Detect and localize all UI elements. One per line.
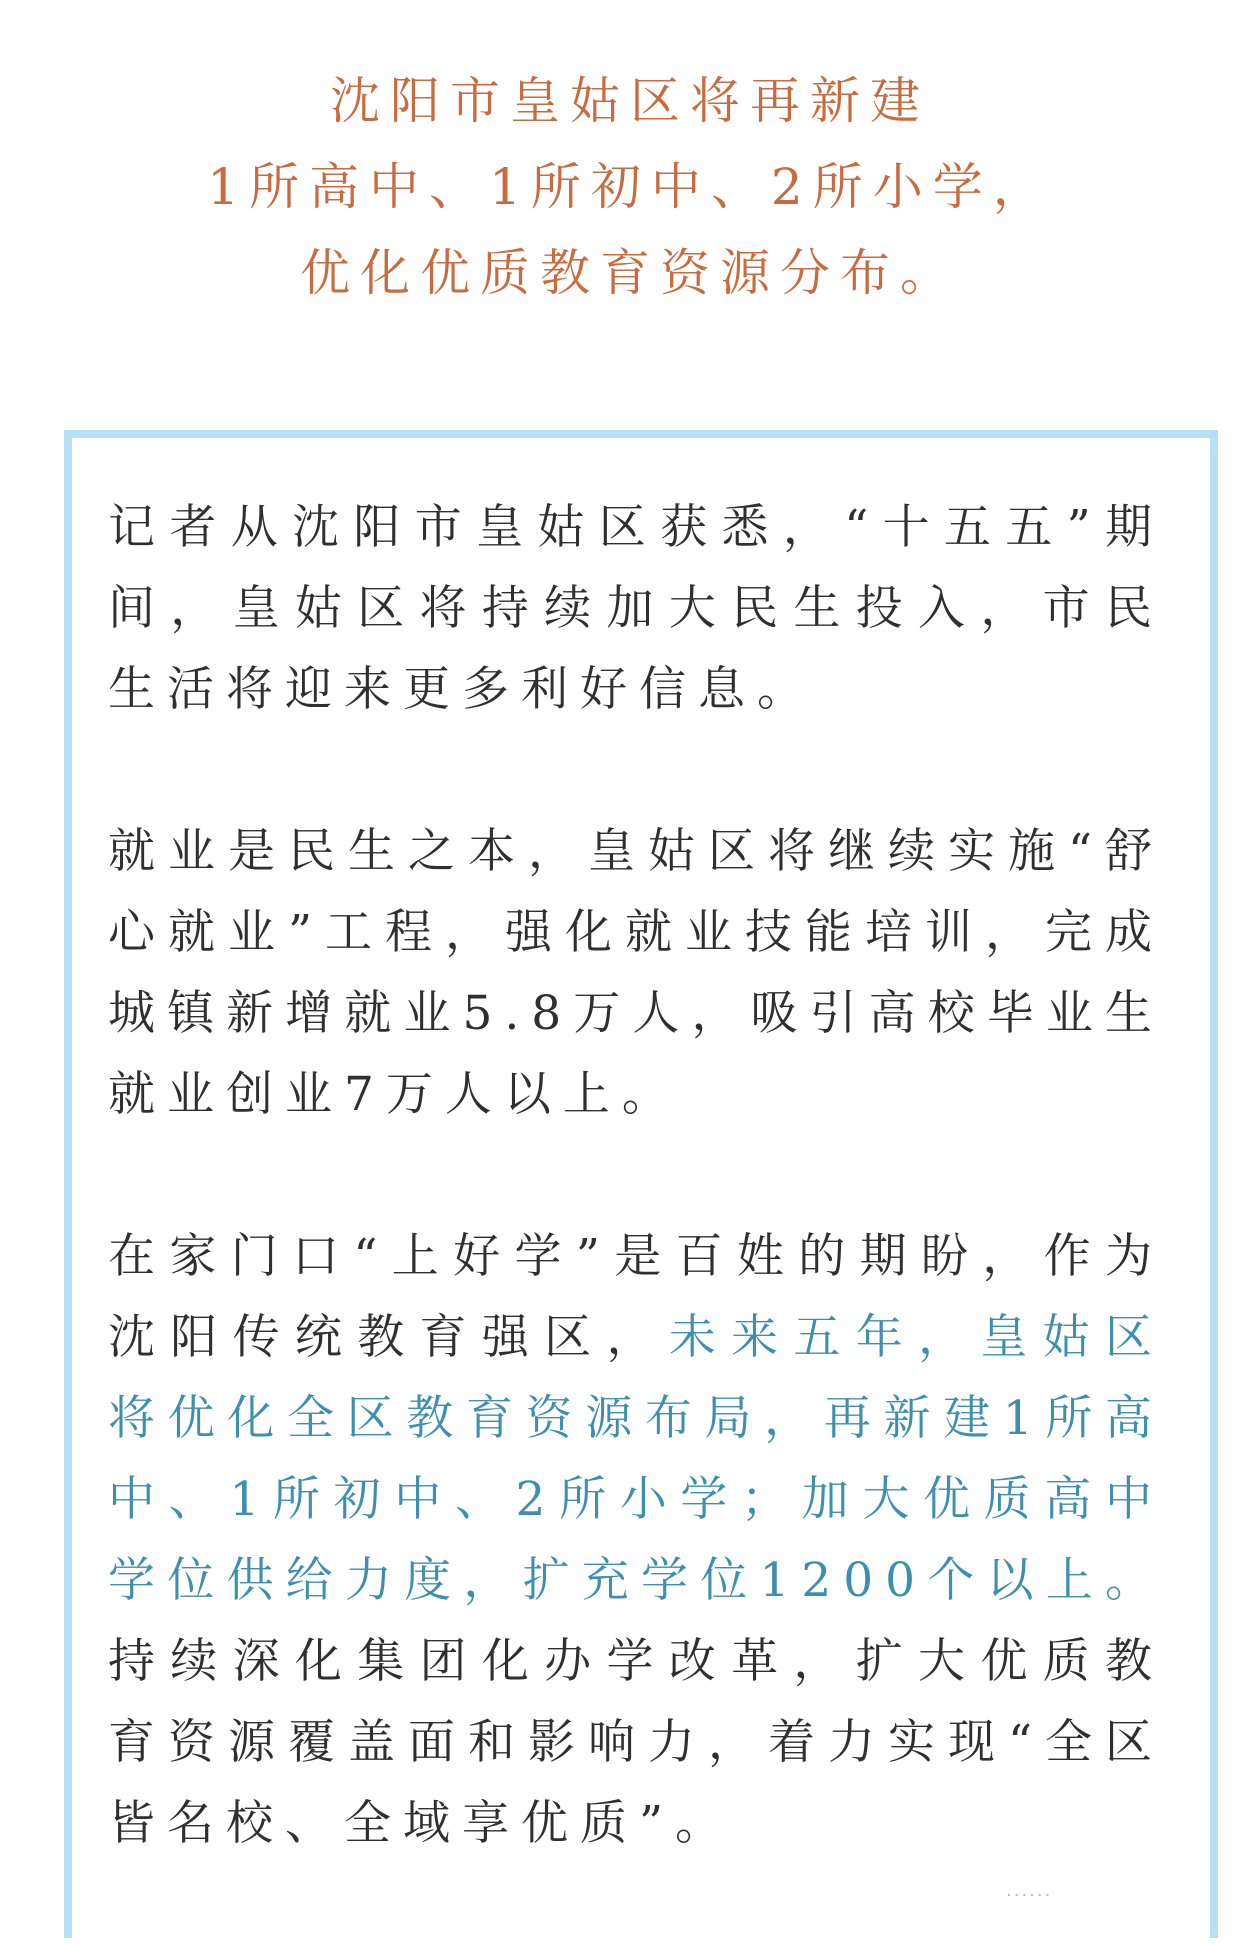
headline-line-2: 1所高中、1所初中、2所小学， — [207, 158, 1053, 216]
education-highlight-text: 未来五年，皇姑区将优化全区教育资源布局，再新建1所高中、1所初中、2所小学；加大优质高中学位供给力度，扩充学位1200个以上。 — [108, 1310, 1164, 1608]
headline-line-3: 优化优质教育资源分布。 — [300, 244, 960, 302]
education-intro-text: 在家门口“上好学”是百姓的期盼，作为沈阳传统教育强区， — [108, 1229, 1164, 1365]
headline-line-1: 沈阳市皇姑区将再新建 — [330, 72, 930, 130]
headline — [0, 58, 1260, 316]
paragraph-education — [108, 1216, 1164, 1864]
paragraph-intro: 记者从沈阳市皇姑区获悉，“十五五”期间，皇姑区将持续加大民生投入，市民生活将迎来更多利好信息。 — [108, 500, 1164, 717]
paragraph-employment: 就业是民生之本，皇姑区将继续实施“舒心就业”工程，强化就业技能培训，完成城镇新增就业5.8万人，吸引高校毕业生就业创业7万人以上。 — [108, 824, 1164, 1122]
education-outro-text: 持续深化集团化办学改革，扩大优质教育资源覆盖面和影响力，着力实现“全区皆名校、全域享优质”。 — [108, 1634, 1164, 1851]
watermark: ...... — [1006, 1880, 1053, 1901]
article-body — [108, 487, 1164, 1945]
